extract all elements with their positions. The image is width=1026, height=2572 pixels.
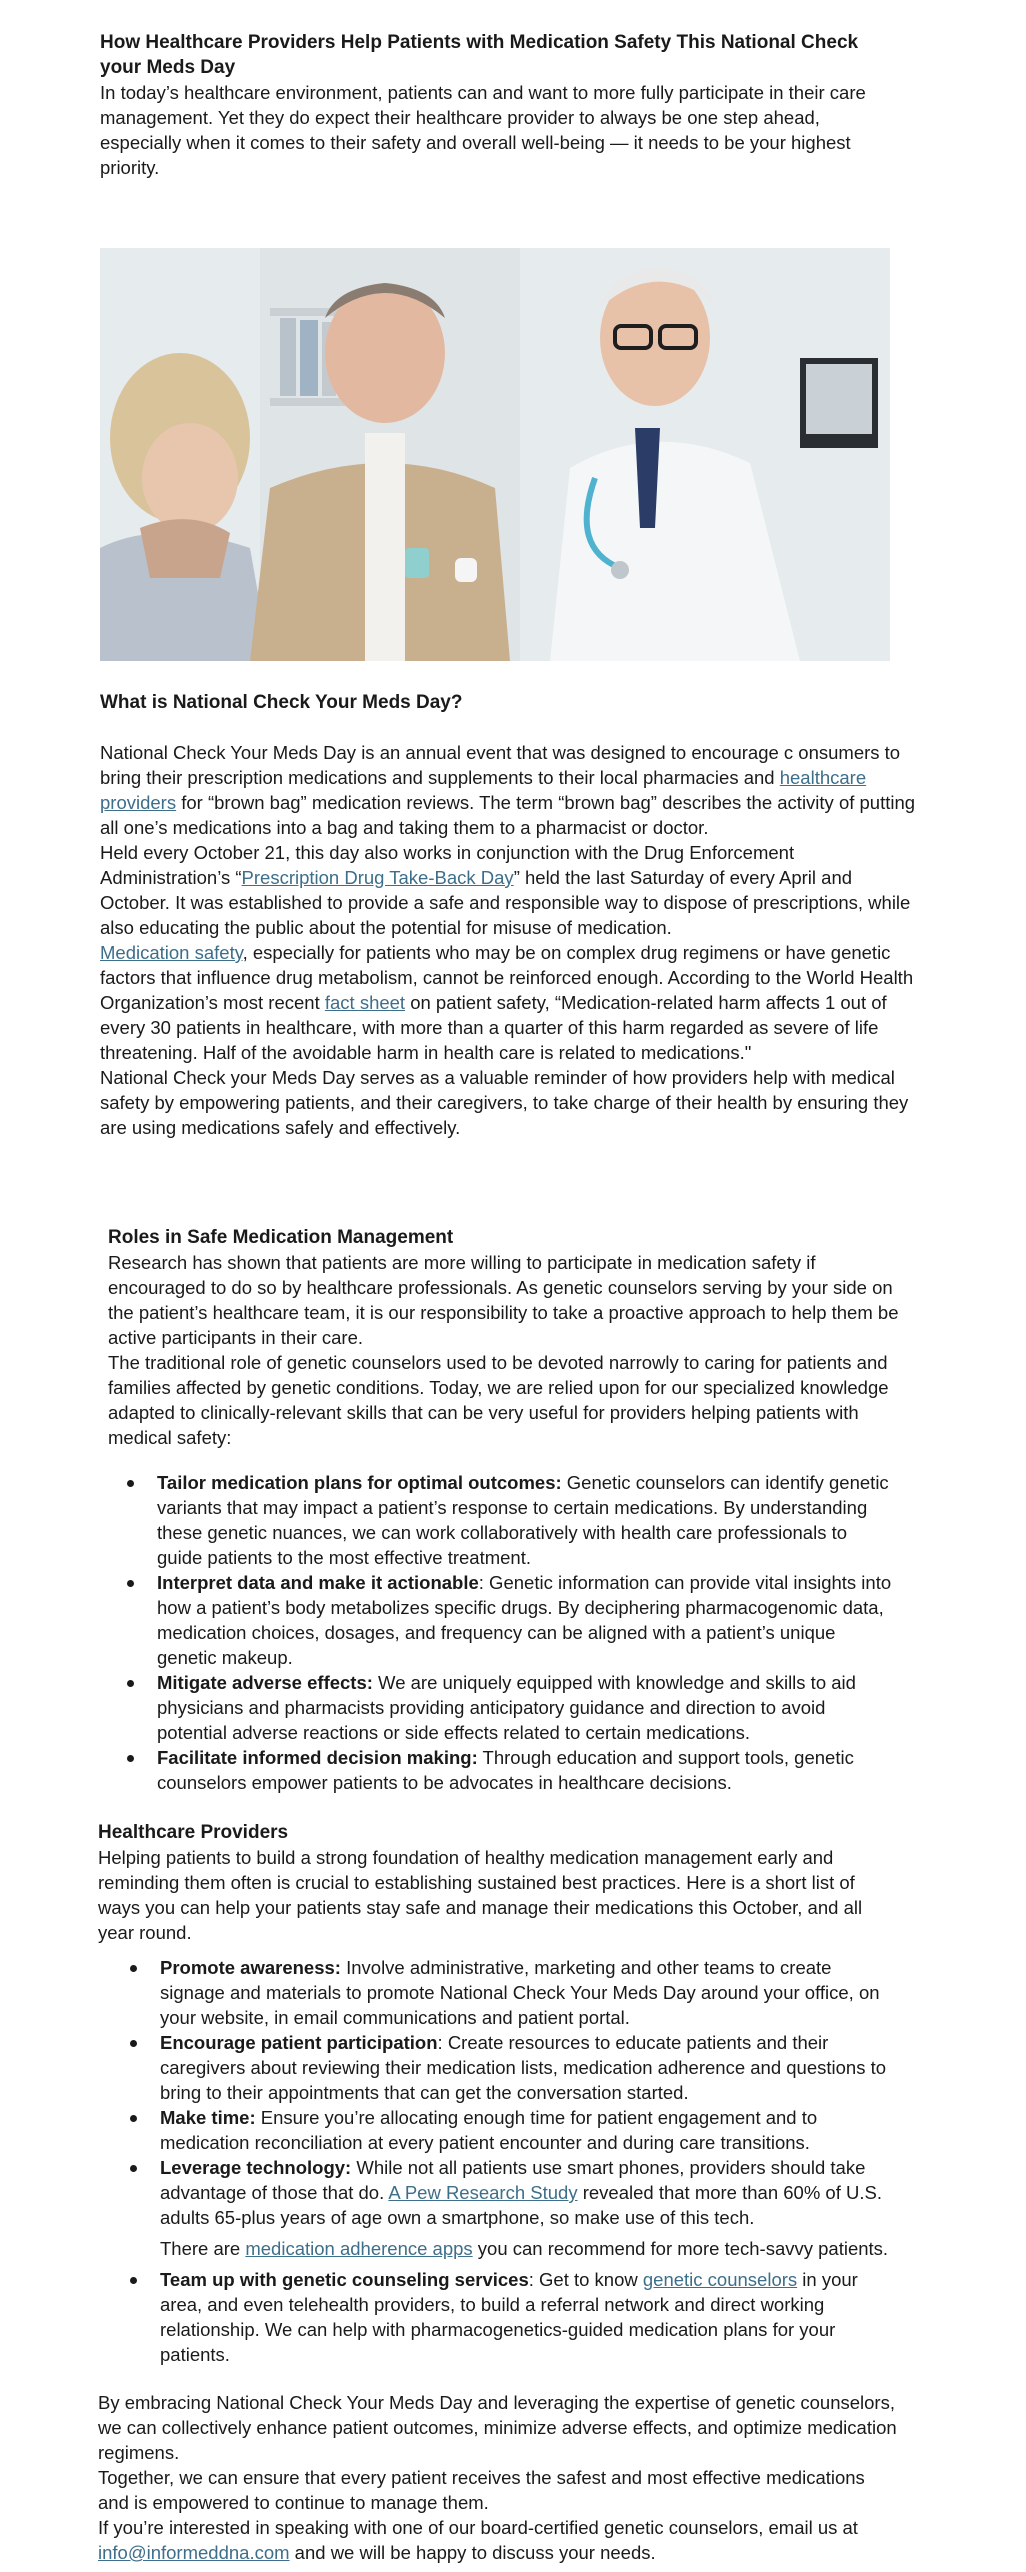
list-item: Promote awareness: Involve administrative, marketing and other teams to create signage and materials to promote National Check Your Meds Day around your office, on your website, in email communications and patient portal. [160,1955,900,2030]
healthcare-providers-link[interactable]: healthcare providers [100,767,867,813]
section-heading-check-your-meds-day: What is National Check Your Meds Day? [100,692,463,713]
paragraph: Held every October 21, this day also works in conjunction with the Drug Enforcement Administration’s “Prescription Drug Take-Back Day” held the last Saturday of every April and October. It was established to provide a safe and responsible way to dispose of prescriptions, while also educating the public about the potential for misuse of medication. [100,842,911,938]
article-intro: In today’s healthcare environment, patients can and want to more fully participate in their care management. Yet they do expect their healthcare provider to always be one step ahead, especially when it comes to their safety and overall well-being — it needs to be your highest priority. [100,82,866,178]
section-roles [108,1250,908,1450]
closing-section [98,2390,898,2565]
paragraph: Helping patients to build a strong foundation of healthy medication management early and reminding them often is crucial to establishing sustained best practices. Here is a short list of ways you can help your patients stay safe and manage their medications this October, and all year round. [98,1847,863,1943]
apps-note: There are medication adherence apps you can recommend for more tech-savvy patients. [160,2238,889,2259]
paragraph: The traditional role of genetic counselors used to be devoted narrowly to caring for patients and families affected by genetic conditions. Today, we are relied upon for our specialized knowledge adapted to clinically-relevant skills that can be very useful for providers helping patients with medical safety: [108,1352,889,1448]
list-item: Leverage technology: While not all patients use smart phones, providers should take advantage of those that do. A Pew Research Study revealed that more than 60% of U.S. adults 65-plus years of age own a smartphone, so make use of this tech. There are medication adherence apps you can recommend for more tech-savvy patients. [160,2155,900,2261]
paragraph: National Check Your Meds Day is an annual event that was designed to encourage c onsumers to bring their prescription medications and supplements to their local pharmacies and healthcare providers for “brown bag” medication reviews. The term “brown bag” describes the activity of putting all one’s medications into a bag and taking them to a pharmacist or doctor. [100,742,916,838]
list-item: Tailor medication plans for optimal outcomes: Genetic counselors can identify genetic variants that may impact a patient’s response to certain medications. By understanding these genetic nuances, we can work collaboratively with health care professionals to guide patients to the most effective treatment. [157,1470,897,1570]
list-item: Interpret data and make it actionable: Genetic information can provide vital insights into how a patient’s body metabolizes specific drugs. By deciphering pharmacogenomic data, medication choices, dosages, and frequency can be aligned with a patient’s unique genetic makeup. [157,1570,897,1670]
list-item: Team up with genetic counseling services: Get to know genetic counselors in your area, and even telehealth providers, to build a referral network and direct working relationship. We can help with pharmacogenetics-guided medication plans for your patients. [160,2267,900,2367]
paragraph: If you’re interested in speaking with one of our board-certified genetic counselors, email us at info@informeddna.com and we will be happy to discuss your needs. [98,2517,858,2563]
email-link[interactable]: info@informeddna.com [98,2542,290,2563]
providers-list [160,1955,900,2367]
paragraph: National Check your Meds Day serves as a valuable reminder of how providers help with medical safety by empowering patients, and their caregivers, to take charge of their health by ensuring they are using medications safely and effectively. [100,1067,909,1138]
list-item: Encourage patient participation: Create resources to educate patients and their caregivers about reviewing their medication lists, medication adherence and questions to bring to their appointments that can get the conversation started. [160,2030,900,2105]
paragraph: Medication safety, especially for patients who may be on complex drug regimens or have genetic factors that influence drug metabolism, cannot be reinforced enough. According to the World Health Organization’s most recent fact sheet on patient safety, “Medication-related harm affects 1 out of every 30 patients in healthcare, with more than a quarter of this harm regarded as severe of life threatening. Half of the avoidable harm in health care is related to medications." [100,942,914,1063]
prescription-drug-take-back-day-link[interactable]: Prescription Drug Take-Back Day [241,867,514,888]
section-heading-roles: Roles in Safe Medication Management [108,1227,454,1248]
paragraph: By embracing National Check Your Meds Day and leveraging the expertise of genetic counselors, we can collectively enhance patient outcomes, minimize adverse effects, and optimize medication regimens. [98,2392,897,2463]
section-check-your-meds-day [100,740,920,1140]
paragraph: Research has shown that patients are more willing to participate in medication safety if encouraged to do so by healthcare professionals. As genetic counselors serving by your side on the patient’s healthcare team, it is our responsibility to take a proactive approach to help them be active participants in their care. [108,1252,899,1348]
pew-research-study-link[interactable]: A Pew Research Study [388,2182,578,2203]
roles-list [157,1470,897,1795]
list-item: Mitigate adverse effects: We are uniquely equipped with knowledge and skills to aid physicians and pharmacists providing anticipatory guidance and direction to avoid potential adverse reactions or side effects related to certain medications. [157,1670,897,1745]
paragraph: Together, we can ensure that every patient receives the safest and most effective medications and is empowered to continue to manage them. [98,2467,865,2513]
list-item: Make time: Ensure you’re allocating enough time for patient engagement and to medication reconciliation at every patient encounter and during care transitions. [160,2105,900,2155]
hero-photo [100,248,890,661]
section-healthcare-providers [98,1845,898,1945]
pharmacist-consultation-illustration [100,248,890,661]
list-item: Facilitate informed decision making: Through education and support tools, genetic counselors empower patients to be advocates in healthcare decisions. [157,1745,897,1795]
fact-sheet-link[interactable]: fact sheet [324,992,406,1013]
article-title: How Healthcare Providers Help Patients with Medication Safety This National Check your Meds Day [100,32,859,78]
section-heading-healthcare-providers: Healthcare Providers [98,1822,289,1843]
genetic-counselors-link[interactable]: genetic counselors [642,2269,798,2290]
medication-safety-link[interactable]: Medication safety [100,942,243,963]
medication-adherence-apps-link[interactable]: medication adherence apps [245,2238,473,2259]
